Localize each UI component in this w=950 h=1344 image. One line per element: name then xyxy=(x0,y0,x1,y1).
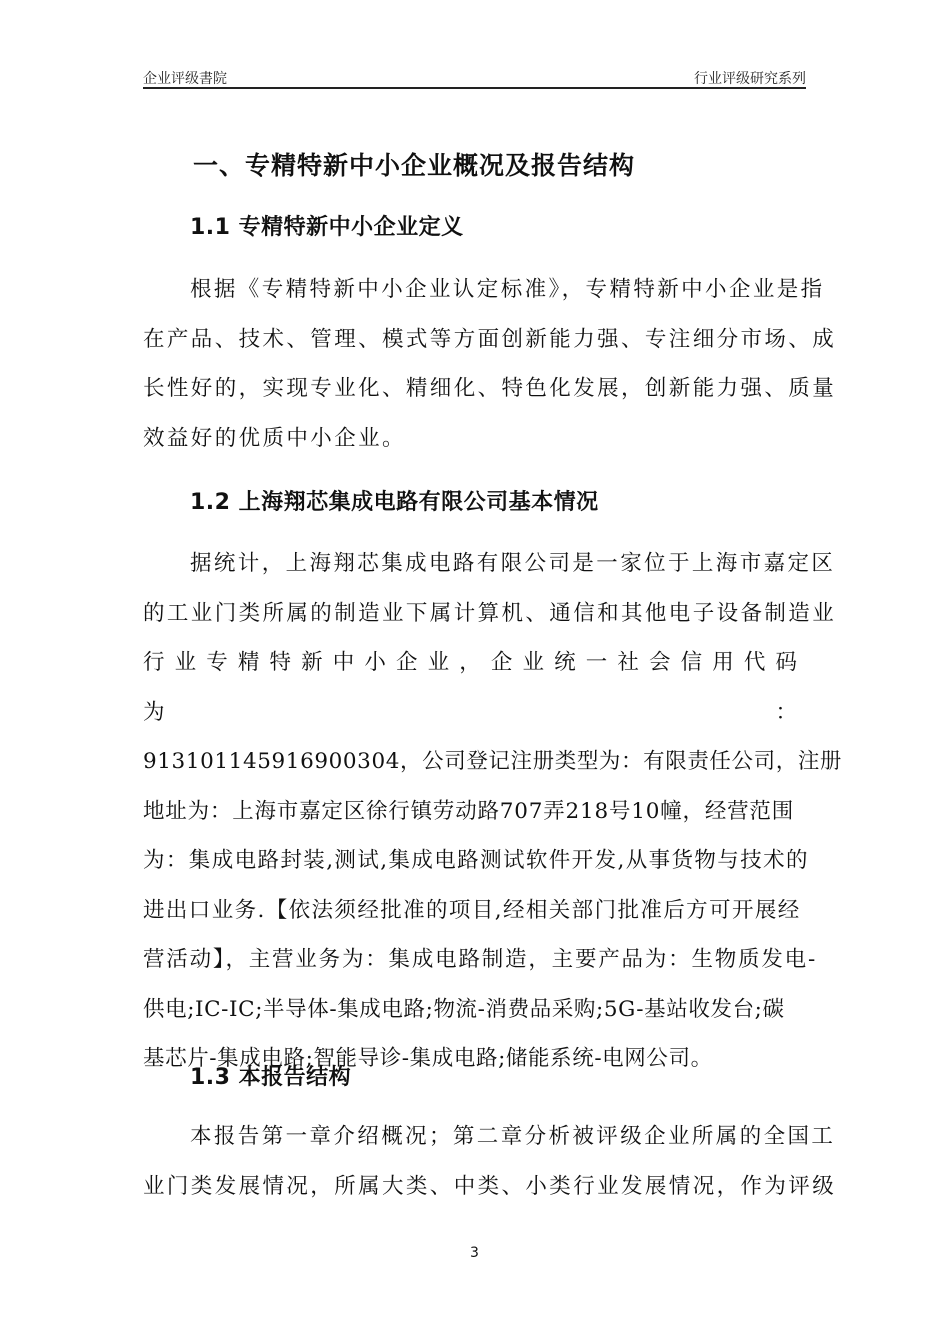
subsection-title-1-1: 1.1 专精特新中小企业定义 xyxy=(190,215,464,240)
text-line: 据统计，上海翔芯集成电路有限公司是一家位于上海市嘉定区 xyxy=(190,551,836,576)
subsection-title-1-3: 1.3 本报告结构 xyxy=(190,1065,352,1090)
text-line: 根据《专精特新中小企业认定标准》，专精特新中小企业是指 xyxy=(190,277,825,302)
page-number: 3 xyxy=(470,1245,479,1261)
text-line: 营活动】，主营业务为：集成电路制造，主要产品为：生物质发电- xyxy=(143,947,818,972)
paragraph-definition xyxy=(143,265,837,463)
text-line: 长性好的，实现专业化、精细化、特色化发展，创新能力强、质量 xyxy=(143,376,837,401)
page-header xyxy=(143,64,806,88)
section-title: 一、专精特新中小企业概况及报告结构 xyxy=(193,151,636,180)
text-line: 业门类发展情况，所属大类、中类、小类行业发展情况，作为评级 xyxy=(143,1173,837,1199)
text-line: 效益好的优质中小企业。 xyxy=(143,425,406,451)
paragraph-report-structure xyxy=(143,1112,837,1211)
text-line: 基芯片-集成电路;智能导诊-集成电路;储能系统-电网公司。 xyxy=(143,1046,713,1071)
text-line: 在产品、技术、管理、模式等方面创新能力强、专注细分市场、成 xyxy=(143,326,837,352)
text-line: 供电;IC-IC;半导体-集成电路;物流-消费品采购;5G-基站收发台;碳 xyxy=(143,996,785,1022)
subsection-title-1-2: 1.2 上海翔芯集成电路有限公司基本情况 xyxy=(190,490,599,515)
text-line: 本报告第一章介绍概况；第二章分析被评级企业所属的全国工 xyxy=(190,1124,836,1149)
header-rule xyxy=(143,87,806,89)
header-publisher: 企业评级書院 xyxy=(143,71,227,87)
text-line: 进出口业务.【依法须经批准的项目,经相关部门批准后方可开展经 xyxy=(143,897,801,923)
text-line: 为：集成电路封装,测试,集成电路测试软件开发,从事货物与技术的 xyxy=(143,848,809,873)
text-line: 913101145916900304，公司登记注册类型为：有限责任公司，注册 xyxy=(143,749,843,774)
header-series: 行业评级研究系列 xyxy=(694,71,806,87)
text-line: 行业专精特新中小企业，企业统一社会信用代码为： xyxy=(143,650,806,725)
text-line: 的工业门类所属的制造业下属计算机、通信和其他电子设备制造业 xyxy=(143,600,837,626)
paragraph-company-info xyxy=(143,539,843,1084)
text-line: 地址为：上海市嘉定区徐行镇劳动路707弄218号10幢，经营范围 xyxy=(143,798,795,824)
